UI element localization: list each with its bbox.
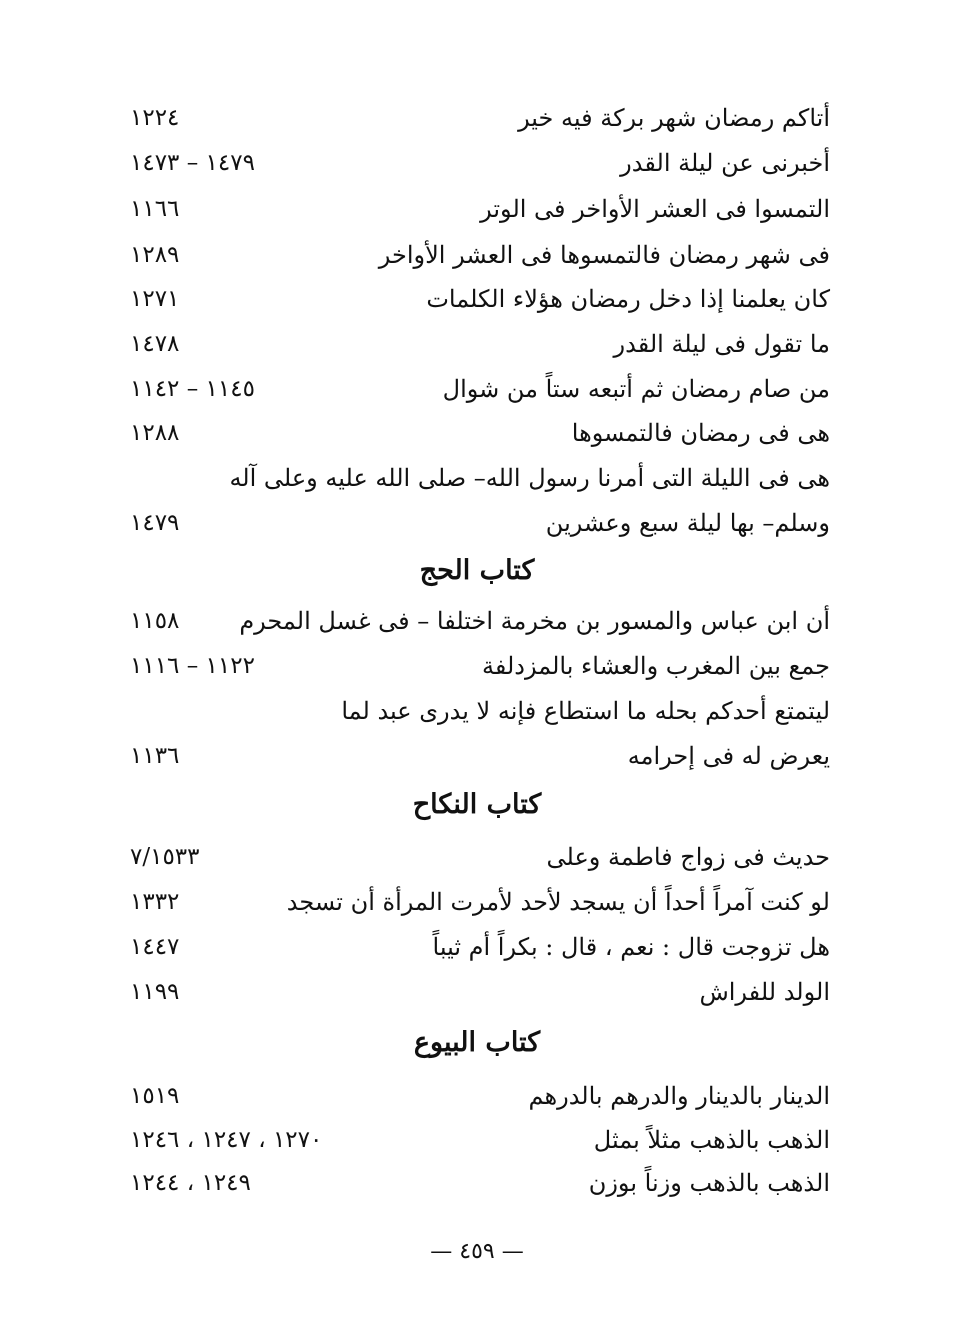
hadith-ref: ١٤٧٩ – ١٤٧٣ <box>130 150 255 176</box>
index-row <box>130 969 830 1015</box>
hadith-ref: ١١٩٩ <box>130 979 180 1005</box>
hadith-text: كان يعلمنا إذا دخل رمضان هؤلاء الكلمات <box>426 285 830 313</box>
hadith-text: وسلم– بها ليلة سبع وعشرين <box>545 509 830 537</box>
hadith-ref: ١٢٧٠ ، ١٢٤٧ ، ١٢٤٦ <box>130 1127 323 1153</box>
section-heading-hajj: كتاب الحج <box>419 555 535 586</box>
index-row <box>130 688 830 734</box>
hadith-ref: ٧/١٥٣٣ <box>130 844 200 870</box>
hadith-ref: ١٤٧٨ <box>130 331 180 357</box>
hadith-text: أتاكم رمضان شهر بركة فيه خير <box>518 104 830 132</box>
index-row <box>130 276 830 322</box>
hadith-ref: ١٢٤٩ ، ١٢٤٤ <box>130 1170 251 1196</box>
hadith-ref: ١١٢٢ – ١١١٦ <box>130 653 255 679</box>
index-row <box>130 321 830 367</box>
hadith-text: فى شهر رمضان فالتمسوها فى العشر الأواخر <box>378 241 830 269</box>
hadith-text: من صام رمضان ثم أتبعه ستاً من شوال <box>442 375 830 403</box>
index-row <box>130 598 830 644</box>
hadith-ref: ١١٤٥ – ١١٤٢ <box>130 376 255 402</box>
hadith-text: ليتمتع أحدكم بحله ما استطاع فإنه لا يدرى عبد لما <box>341 697 830 725</box>
index-row <box>130 1073 830 1119</box>
hadith-text: يعرض له فى إحرامه <box>627 742 830 770</box>
index-row <box>130 410 830 456</box>
hadith-text: التمسوا فى العشر الأواخر فى الوتر <box>480 195 830 223</box>
hadith-text: الذهب بالذهب مثلاً بمثل <box>593 1126 830 1154</box>
index-row <box>130 186 830 232</box>
hadith-ref: ١١٣٦ <box>130 743 180 769</box>
hadith-text: أخبرنى عن ليلة القدر <box>620 149 830 177</box>
hadith-ref: ١١٦٦ <box>130 196 180 222</box>
hadith-text: جمع بين المغرب والعشاء بالمزدلفة <box>481 652 830 680</box>
index-row <box>130 643 830 689</box>
hadith-text: الدينار بالدينار والدرهم بالدرهم <box>528 1082 830 1110</box>
hadith-text: هل تزوجت قال : نعم ، قال : بكراً أم ثيباً <box>432 933 830 961</box>
hadith-text: هى فى رمضان فالتمسوها <box>571 419 830 447</box>
index-row <box>130 232 830 278</box>
index-row <box>130 1117 830 1163</box>
index-row <box>130 924 830 970</box>
hadith-ref: ١١٥٨ <box>130 608 180 634</box>
hadith-text: لو كنت آمراً أحداً أن يسجد لأحد لأمرت المرأة أن تسجد <box>286 888 830 916</box>
hadith-ref: ١٣٣٢ <box>130 889 180 915</box>
index-row <box>130 879 830 925</box>
section-heading-buyu: كتاب البيوع <box>413 1027 541 1058</box>
hadith-ref: ١٢٢٤ <box>130 105 180 131</box>
index-row <box>130 95 830 141</box>
hadith-text: حديث فى زواج فاطمة وعلى <box>546 843 830 871</box>
hadith-ref: ١٥١٩ <box>130 1083 180 1109</box>
hadith-ref: ١٤٧٩ <box>130 510 180 536</box>
index-row <box>130 1160 830 1206</box>
hadith-ref: ١٢٧١ <box>130 286 180 312</box>
index-row <box>130 455 830 501</box>
hadith-ref: ١٢٨٩ <box>130 242 180 268</box>
page-number: — ٤٥٩ — <box>430 1239 524 1264</box>
hadith-text: الولد للفراش <box>699 978 830 1006</box>
hadith-ref: ١٢٨٨ <box>130 420 180 446</box>
hadith-ref: ١٤٤٧ <box>130 934 180 960</box>
hadith-text: أن ابن عباس والمسور بن مخرمة اختلفا – فى غسل المحرم <box>239 607 830 635</box>
index-row <box>130 366 830 412</box>
hadith-text: ما تقول فى ليلة القدر <box>613 330 830 358</box>
section-heading-nikah: كتاب النكاح <box>412 789 542 820</box>
hadith-text: هى فى الليلة التى أمرنا رسول الله– صلى الله عليه وعلى آله <box>229 464 830 492</box>
index-row <box>130 834 830 880</box>
index-row <box>130 500 830 546</box>
index-row <box>130 140 830 186</box>
index-row <box>130 733 830 779</box>
hadith-text: الذهب بالذهب وزناً بوزن <box>588 1169 830 1197</box>
